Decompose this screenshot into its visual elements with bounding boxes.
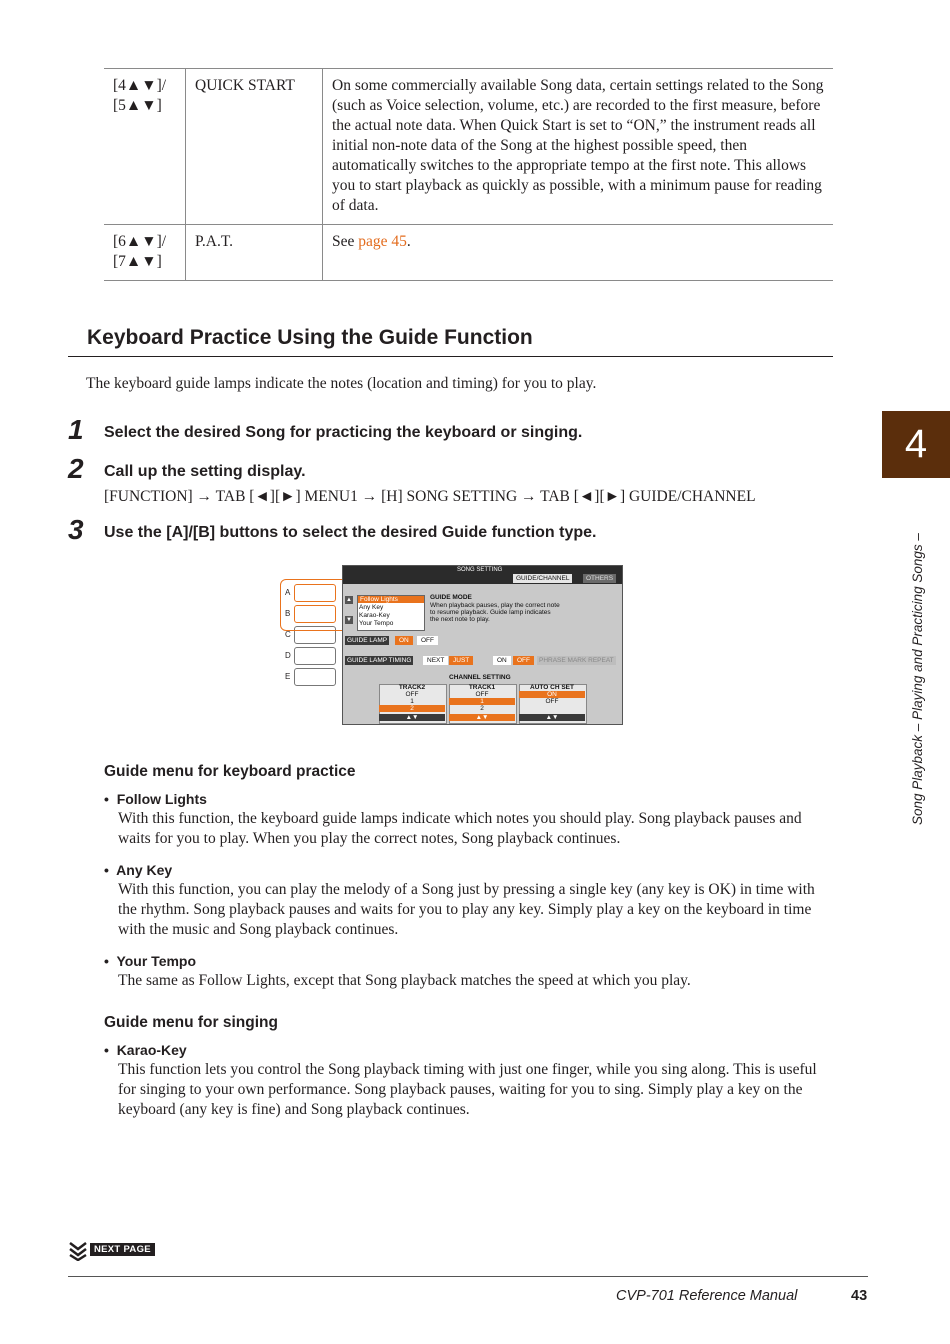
table-cell-description: On some commercially available Song data, certain settings related to the Song (such as Voice selection, volume, etc.) are recorded to the first measure, before the actual note data. When Quick Start is set to “ON,” the instrument reads all initial non-note data of the Song at the highest possible speed, then automatically switches to the appropriate tempo at the first note. This allows you to start playback as quickly as possible, with a minimum pause for reading of data.	[323, 69, 834, 225]
column-value: 1	[410, 698, 414, 705]
guide-lamp-on[interactable]: ON	[395, 636, 413, 645]
column-up-down-icon[interactable]: ▲▼	[449, 714, 515, 721]
panel-button-d[interactable]	[294, 647, 336, 665]
table-cell-buttons: [6▲▼]/ [7▲▼]	[104, 225, 186, 281]
lcd-header-title: SONG SETTING	[457, 567, 503, 573]
column-state[interactable]: ON	[519, 691, 585, 698]
column-selected: 2	[480, 705, 484, 712]
column-up-down-icon[interactable]: ▲▼	[519, 714, 585, 721]
guide-mode-desc: When playback pauses, play the correct note	[430, 602, 560, 609]
singing-guide-heading: Guide menu for singing	[104, 1014, 278, 1031]
timing-next[interactable]: NEXT	[423, 656, 448, 665]
menu-item-any-key[interactable]: Any Key	[359, 604, 384, 611]
bullet-body: The same as Follow Lights, except that Song playback matches the speed at which you play.	[118, 972, 691, 989]
button-label-b: B	[285, 609, 291, 618]
sidebar-chapter-title: Song Playback – Playing and Practicing Songs –	[910, 533, 925, 825]
guide-mode-desc: the next note to play.	[430, 616, 490, 623]
column-value: OFF	[545, 698, 559, 705]
step-text: Call up the setting display.	[104, 463, 306, 480]
section-intro: The keyboard guide lamps indicate the notes (location and timing) for you to play.	[86, 375, 597, 392]
step-text: Select the desired Song for practicing the keyboard or singing.	[104, 424, 583, 441]
column-value[interactable]: 1	[449, 698, 515, 705]
page-number: 43	[851, 1288, 868, 1304]
bullet-body: With this function, the keyboard guide lamps indicate which notes you should play. Song playback pauses and waits for you to play. When you play the correct notes, Song playback continues.	[118, 810, 802, 847]
bullet-title-text: Any Key	[116, 862, 173, 878]
bullet-title: • Follow Lights	[104, 791, 207, 807]
repeat-on[interactable]: ON	[493, 656, 511, 665]
table-cell-parameter: QUICK START	[186, 69, 323, 225]
tab-others[interactable]: OTHERS	[583, 574, 616, 583]
guide-mode-desc: to resume playback. Guide lamp indicates	[430, 609, 551, 616]
section-divider	[68, 356, 833, 357]
down-arrow-icon[interactable]: ▼	[346, 617, 352, 623]
guide-lamp-timing-label: GUIDE LAMP TIMING	[347, 657, 412, 664]
timing-just[interactable]: JUST	[449, 656, 473, 665]
step-number: 1	[68, 414, 84, 445]
guide-lamp-off[interactable]: OFF	[417, 636, 438, 645]
column-state: OFF	[405, 691, 419, 698]
column-name: TRACK1	[468, 684, 496, 691]
table-row	[104, 225, 833, 281]
section-title: Keyboard Practice Using the Guide Function	[87, 326, 533, 349]
next-page-chevrons-icon	[68, 1241, 90, 1261]
column-state: OFF	[475, 691, 489, 698]
keyboard-guide-heading: Guide menu for keyboard practice	[104, 763, 356, 780]
next-page-badge[interactable]: NEXT PAGE	[90, 1243, 155, 1256]
menu-item-karao-key[interactable]: Karao-Key	[359, 612, 390, 619]
bullet-title-text: Follow Lights	[116, 791, 207, 807]
page-link[interactable]: page 45	[358, 233, 407, 250]
bullet-title: • Your Tempo	[104, 953, 197, 969]
parameter-table	[104, 68, 833, 281]
step-number: 2	[68, 453, 84, 484]
bullet-title: • Karao-Key	[104, 1042, 187, 1058]
button-label-a: A	[285, 588, 291, 597]
repeat-off[interactable]: OFF	[513, 656, 534, 665]
column-selected[interactable]: 2	[379, 705, 445, 712]
button-label-d: D	[285, 651, 291, 660]
lcd-screen	[342, 565, 623, 725]
bullet-body: This function lets you control the Song playback timing with just one finger, while you sing along. This is useful for singing to your own performance. Song playback pauses, waiting for you to sing. Simply play a key on the keyboard (any key is fine) and Song playback continues.	[118, 1061, 817, 1118]
table-cell-description	[323, 225, 834, 281]
table-cell-parameter: P.A.T.	[186, 225, 323, 281]
bullet-body: With this function, you can play the melody of a Song just by pressing a single key (any key is OK) in time with the rhythm. Song playback pauses and waits for you to play any key. Simply play a key on the keyboard in time with the music and Song playback continues.	[118, 881, 815, 938]
bullet-title-text: Your Tempo	[116, 953, 197, 969]
step-text: Use the [A]/[B] buttons to select the desired Guide function type.	[104, 524, 597, 541]
table-cell-buttons: [4▲▼]/ [5▲▼]	[104, 69, 186, 225]
menu-item-your-tempo[interactable]: Your Tempo	[359, 620, 394, 627]
chapter-tab: 4	[882, 411, 950, 478]
tab-guide-channel[interactable]: GUIDE/CHANNEL	[513, 574, 572, 583]
channel-setting-title: CHANNEL SETTING	[449, 674, 511, 681]
guide-lamp-label: GUIDE LAMP	[347, 637, 388, 644]
phrase-mark-repeat-label: PHRASE MARK REPEAT	[539, 657, 614, 664]
button-label-e: E	[285, 672, 291, 681]
manual-title: CVP-701 Reference Manual	[616, 1288, 798, 1304]
panel-button-e[interactable]	[294, 668, 336, 686]
column-up-down-icon[interactable]: ▲▼	[379, 714, 445, 721]
column-name: TRACK2	[398, 684, 426, 691]
menu-item-follow-lights[interactable]: Follow Lights	[358, 596, 424, 603]
up-arrow-icon[interactable]: ▲	[346, 597, 352, 603]
bullet-title: • Any Key	[104, 862, 173, 878]
desc-prefix: See	[332, 233, 359, 250]
button-label-c: C	[285, 630, 291, 639]
table-row	[104, 69, 833, 225]
step-number: 3	[68, 514, 84, 545]
column-name: AUTO CH SET	[530, 684, 574, 691]
footer-divider	[68, 1276, 868, 1277]
desc-suffix: .	[406, 233, 411, 250]
menu-path: [FUNCTION] → TAB [◄][►] MENU1 → [H] SONG SETTING → TAB [◄][►] GUIDE/CHANNEL	[104, 488, 756, 505]
bullet-title-text: Karao-Key	[116, 1042, 187, 1058]
guide-mode-title: GUIDE MODE	[430, 594, 472, 601]
